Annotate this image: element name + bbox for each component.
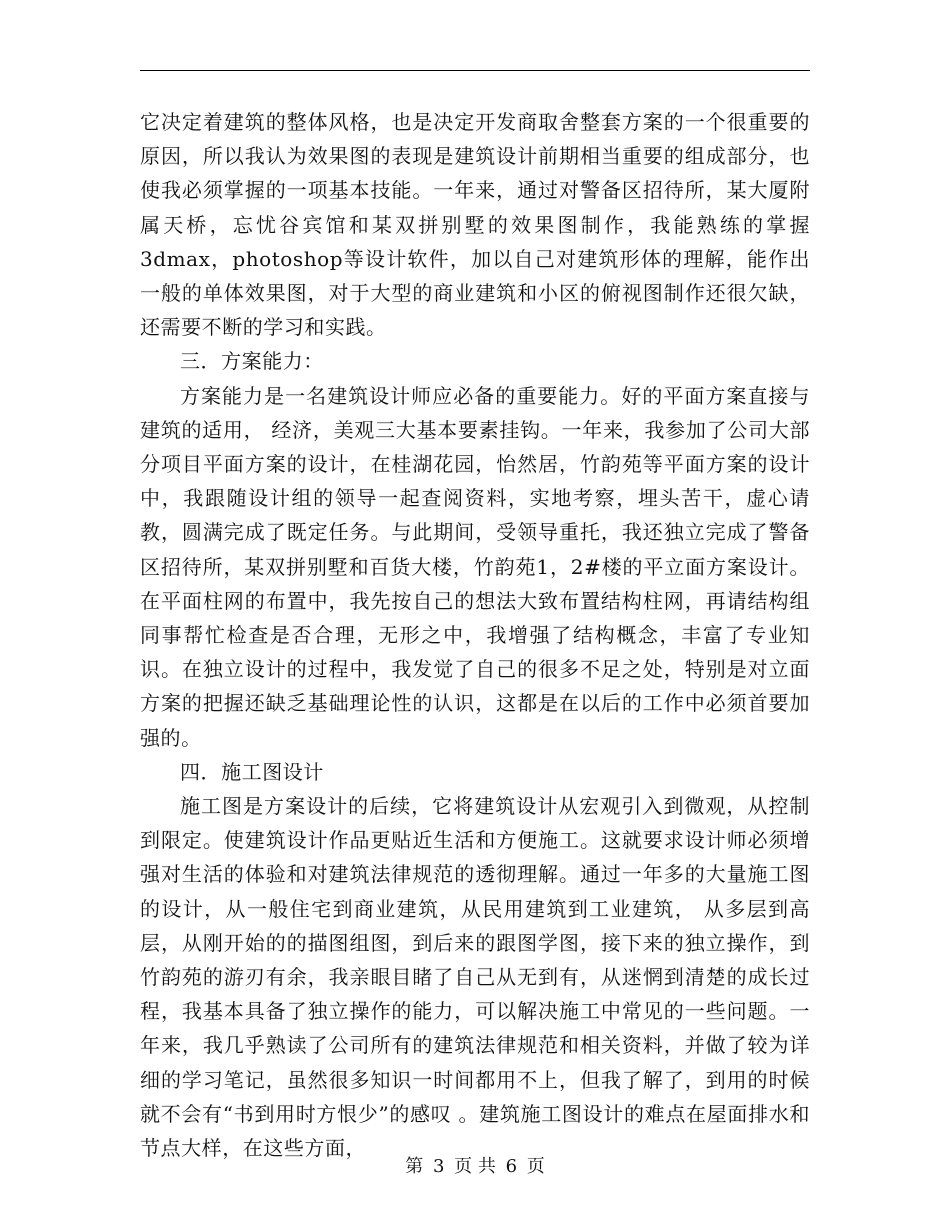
footer-prefix: 第 — [405, 1156, 424, 1177]
paragraph-effect-drawing: 它决定着建筑的整体风格，也是决定开发商取舍整套方案的一个很重要的原因，所以我认为效果图的表现是建筑设计前期相当重要的组成部分，也使我必须掌握的一项基本技能。一年来，通过对警备区招待所，某大厦附属天桥，忘忧谷宾馆和某双拼别墅的效果图制作，我能熟练的掌握3dmax，photoshop等设计软件，加以自己对建筑形体的理解，能作出一般的单体效果图，对于大型的商业建筑和小区的俯视图制作还很欠缺，还需要不断的学习和实践。 — [140, 110, 810, 340]
page-footer — [0, 1152, 950, 1178]
section-heading-construction: 四．施工图设计 — [180, 759, 324, 784]
footer-total-pages: 6 — [505, 1156, 518, 1177]
body-text — [140, 105, 810, 1165]
paragraph-scheme-ability: 方案能力是一名建筑设计师应必备的重要能力。好的平面方案直接与建筑的适用， 经济，美观三大基本要素挂钩。一年来，我参加了公司大部分项目平面方案的设计，在桂湖花园，怡然居，竹韵苑等平面方案的设计中，我跟随设计组的领导一起查阅资料，实地考察，埋头苦干，虚心请教，圆满完成了既定任务。与此期间，受领导重托，我还独立完成了警备区招待所，某双拼别墅和百货大楼，竹韵苑1，2#楼的平立面方案设计。 在平面柱网的布置中，我先按自己的想法大致布置结构柱网，再请结构组同事帮忙检查是否合理，无形之中，我增强了结构概念，丰富了专业知识。在独立设计的过程中，我发觉了自己的很多不足之处，特别是对立面方案的把握还缺乏基础理论性的认识，这都是在以后的工作中必须首要加强的。 — [140, 383, 810, 750]
footer-middle: 页 共 — [454, 1156, 496, 1177]
footer-suffix: 页 — [526, 1156, 545, 1177]
footer-page-number: 3 — [432, 1156, 445, 1177]
header-rule — [140, 70, 810, 71]
paragraph-construction-drawing: 施工图是方案设计的后续，它将建筑设计从宏观引入到微观，从控制到限定。使建筑设计作品更贴近生活和方便施工。这就要求设计师必须增强对生活的体验和对建筑法律规范的透彻理解。通过一年多的大量施工图的设计，从一般住宅到商业建筑，从民用建筑到工业建筑， 从多层到高层，从刚开始的的描图组图，到后来的跟图学图，接下来的独立操作，到竹韵苑的游刃有余，我亲眼目睹了自己从无到有，从迷惘到清楚的成长过程，我基本具备了独立操作的能力，可以解决施工中常见的一些问题。一年来，我几乎熟读了公司所有的建筑法律规范和相关资料，并做了较为详细的学习笔记，虽然很多知识一时间都用不上，但我了解了，到用的时候就不会有“书到用时方恨少”的感叹 。建筑施工图设计的难点在屋面排水和节点大样，在这些方面， — [140, 794, 810, 1161]
section-heading-scheme: 三．方案能力： — [180, 349, 324, 374]
